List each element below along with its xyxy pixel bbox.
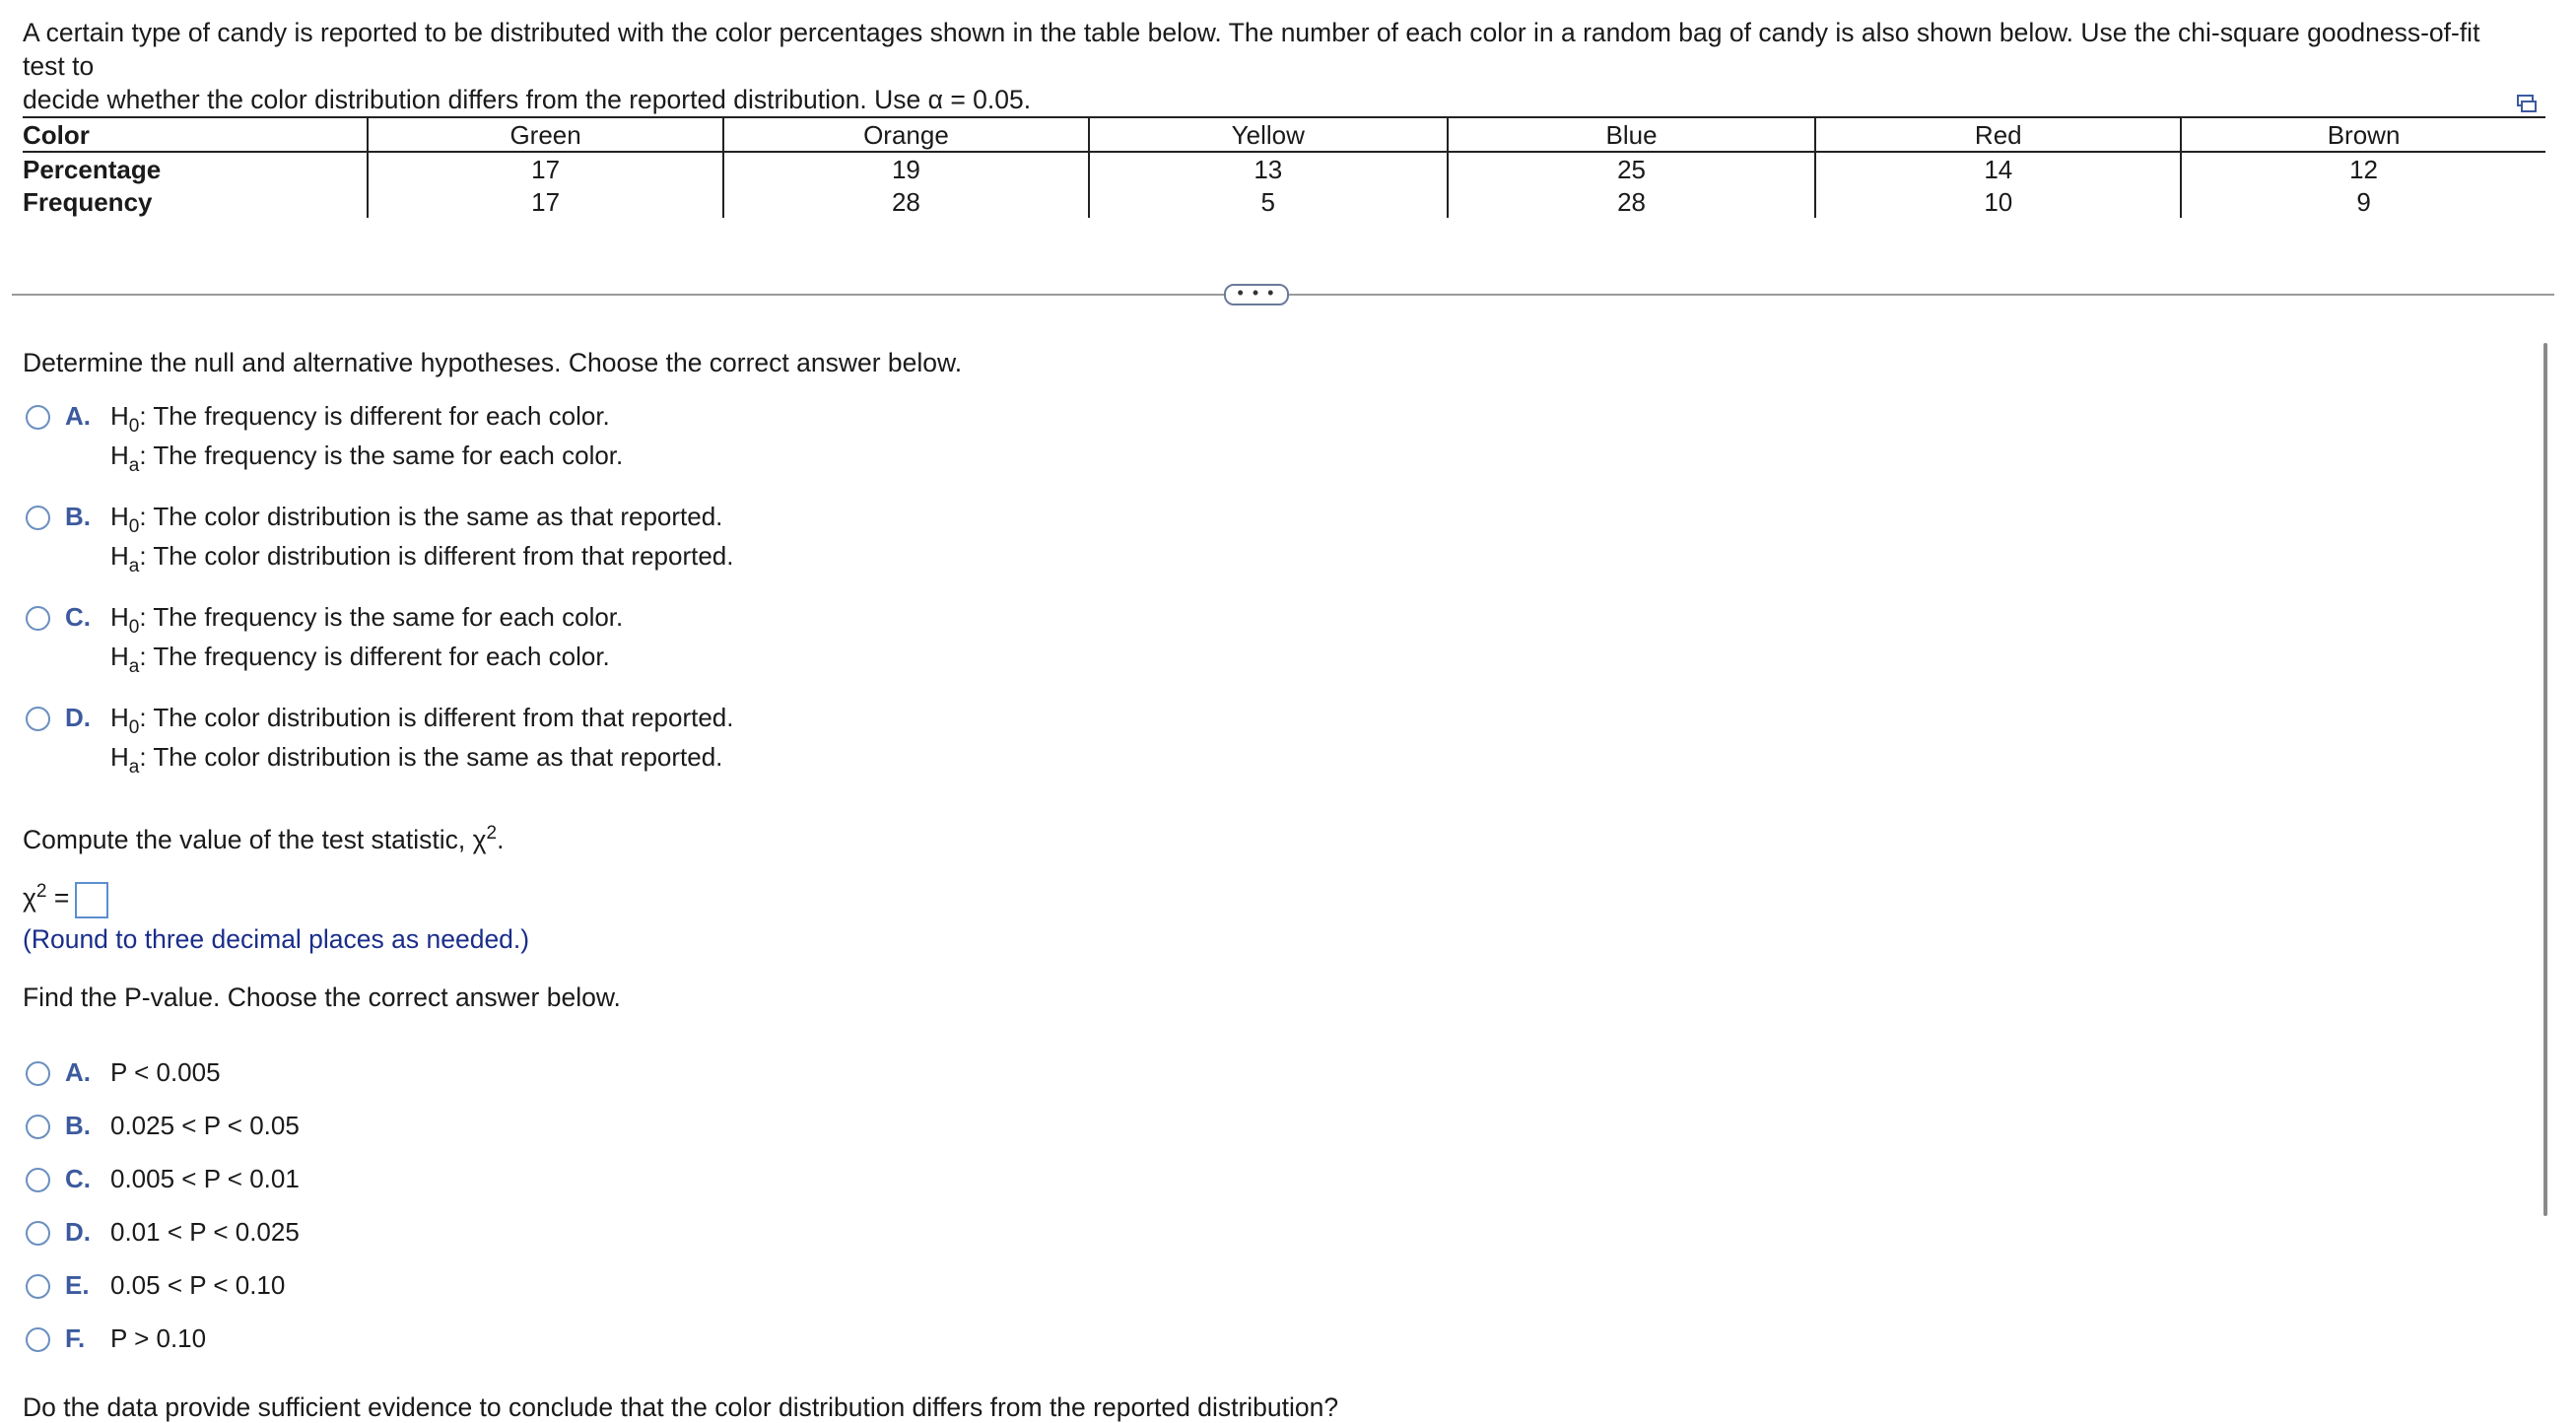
radio-button[interactable] bbox=[26, 1221, 50, 1246]
radio-button[interactable] bbox=[26, 707, 50, 731]
option-letter: A. bbox=[65, 1057, 91, 1087]
q4-prompt: Do the data provide sufficient evidence to conclude that the color distribution differs from the reported distribution? bbox=[23, 1392, 1339, 1422]
option-text: P < 0.005 bbox=[110, 1057, 221, 1087]
chi-square-answer-row bbox=[23, 881, 108, 918]
table-header-cell: Brown bbox=[2181, 117, 2545, 152]
table-cell: 12 bbox=[2181, 152, 2545, 185]
radio-button[interactable] bbox=[26, 1168, 50, 1192]
table-cell: 5 bbox=[1089, 185, 1448, 218]
radio-button[interactable] bbox=[26, 606, 50, 631]
show-more-button[interactable]: • • • bbox=[1224, 284, 1289, 305]
rounding-hint: (Round to three decimal places as needed.) bbox=[23, 924, 530, 954]
scrollbar[interactable] bbox=[2543, 343, 2547, 1216]
radio-button[interactable] bbox=[26, 1061, 50, 1086]
table-row-percentage bbox=[23, 152, 2545, 185]
table-cell: Percentage bbox=[23, 154, 162, 184]
option-ha: $H_a$: The frequency is different for each color. bbox=[110, 642, 610, 677]
option-letter: C. bbox=[65, 1164, 91, 1193]
intro-line-2: decide whether the color distribution differs from the reported distribution. Use α = 0.05. bbox=[23, 85, 1032, 114]
option-letter: F. bbox=[65, 1323, 86, 1353]
table-cell: 17 bbox=[368, 185, 723, 218]
radio-button[interactable] bbox=[26, 1327, 50, 1352]
table-cell: 10 bbox=[1815, 185, 2181, 218]
table-cell: 14 bbox=[1815, 152, 2181, 185]
option-text: 0.005 < P < 0.01 bbox=[110, 1164, 300, 1193]
option-ha: $H_a$: The color distribution is different from that reported. bbox=[110, 541, 734, 576]
option-h0: $H_0$: The color distribution is different from that reported. bbox=[110, 703, 734, 738]
option-letter: A. bbox=[65, 401, 91, 431]
option-text: 0.025 < P < 0.05 bbox=[110, 1111, 300, 1140]
table-header-cell: Color bbox=[23, 117, 368, 152]
chi-square-label: $\chi^2$ = bbox=[23, 881, 70, 913]
option-text: 0.01 < P < 0.025 bbox=[110, 1217, 300, 1247]
option-h0: $H_0$: The frequency is the same for each color. bbox=[110, 602, 624, 638]
table-cell: 9 bbox=[2181, 185, 2545, 218]
q1-prompt: Determine the null and alternative hypotheses. Choose the correct answer below. bbox=[23, 348, 963, 377]
option-text: P > 0.10 bbox=[110, 1323, 207, 1353]
option-letter: B. bbox=[65, 502, 91, 531]
table-cell: 28 bbox=[1448, 185, 1816, 218]
table-header-cell: Red bbox=[1815, 117, 2181, 152]
option-letter: E. bbox=[65, 1270, 90, 1300]
option-letter: D. bbox=[65, 703, 91, 732]
table-header-row bbox=[23, 117, 2545, 152]
table-header-cell: Yellow bbox=[1089, 117, 1448, 152]
option-ha: $H_a$: The frequency is the same for each color. bbox=[110, 440, 624, 476]
table-cell: 25 bbox=[1448, 152, 1816, 185]
table-cell: 13 bbox=[1089, 152, 1448, 185]
radio-button[interactable] bbox=[26, 1274, 50, 1299]
table-cell: 28 bbox=[723, 185, 1089, 218]
radio-button[interactable] bbox=[26, 506, 50, 530]
table-cell: 19 bbox=[723, 152, 1089, 185]
color-distribution-table bbox=[23, 116, 2545, 218]
option-letter: D. bbox=[65, 1217, 91, 1247]
option-letter: B. bbox=[65, 1111, 91, 1140]
table-header-cell: Green bbox=[368, 117, 723, 152]
q3-prompt: Find the P-value. Choose the correct answer below. bbox=[23, 983, 621, 1012]
option-letter: C. bbox=[65, 602, 91, 632]
option-text: 0.05 < P < 0.10 bbox=[110, 1270, 286, 1300]
intro-line-1: A certain type of candy is reported to be distributed with the color percentages shown in the table below. The number of each color in a random bag of candy is also shown below. Use the chi-square goodness-of-fit test to bbox=[23, 18, 2480, 81]
table-cell: Frequency bbox=[23, 186, 153, 217]
option-ha: $H_a$: The color distribution is the same as that reported. bbox=[110, 742, 723, 778]
table-cell: 17 bbox=[368, 152, 723, 185]
table-header-cell: Blue bbox=[1448, 117, 1816, 152]
option-h0: $H_0$: The frequency is different for each color. bbox=[110, 401, 610, 437]
chi-square-input[interactable] bbox=[75, 882, 108, 918]
export-data-icon[interactable] bbox=[2516, 91, 2538, 112]
option-h0: $H_0$: The color distribution is the same as that reported. bbox=[110, 502, 723, 537]
table-row-frequency bbox=[23, 185, 2545, 218]
table-header-cell: Orange bbox=[723, 117, 1089, 152]
problem-intro bbox=[23, 16, 2526, 116]
radio-button[interactable] bbox=[26, 1115, 50, 1139]
q2-prompt: Compute the value of the test statistic, $\chi^2$. bbox=[23, 823, 505, 854]
radio-button[interactable] bbox=[26, 405, 50, 430]
